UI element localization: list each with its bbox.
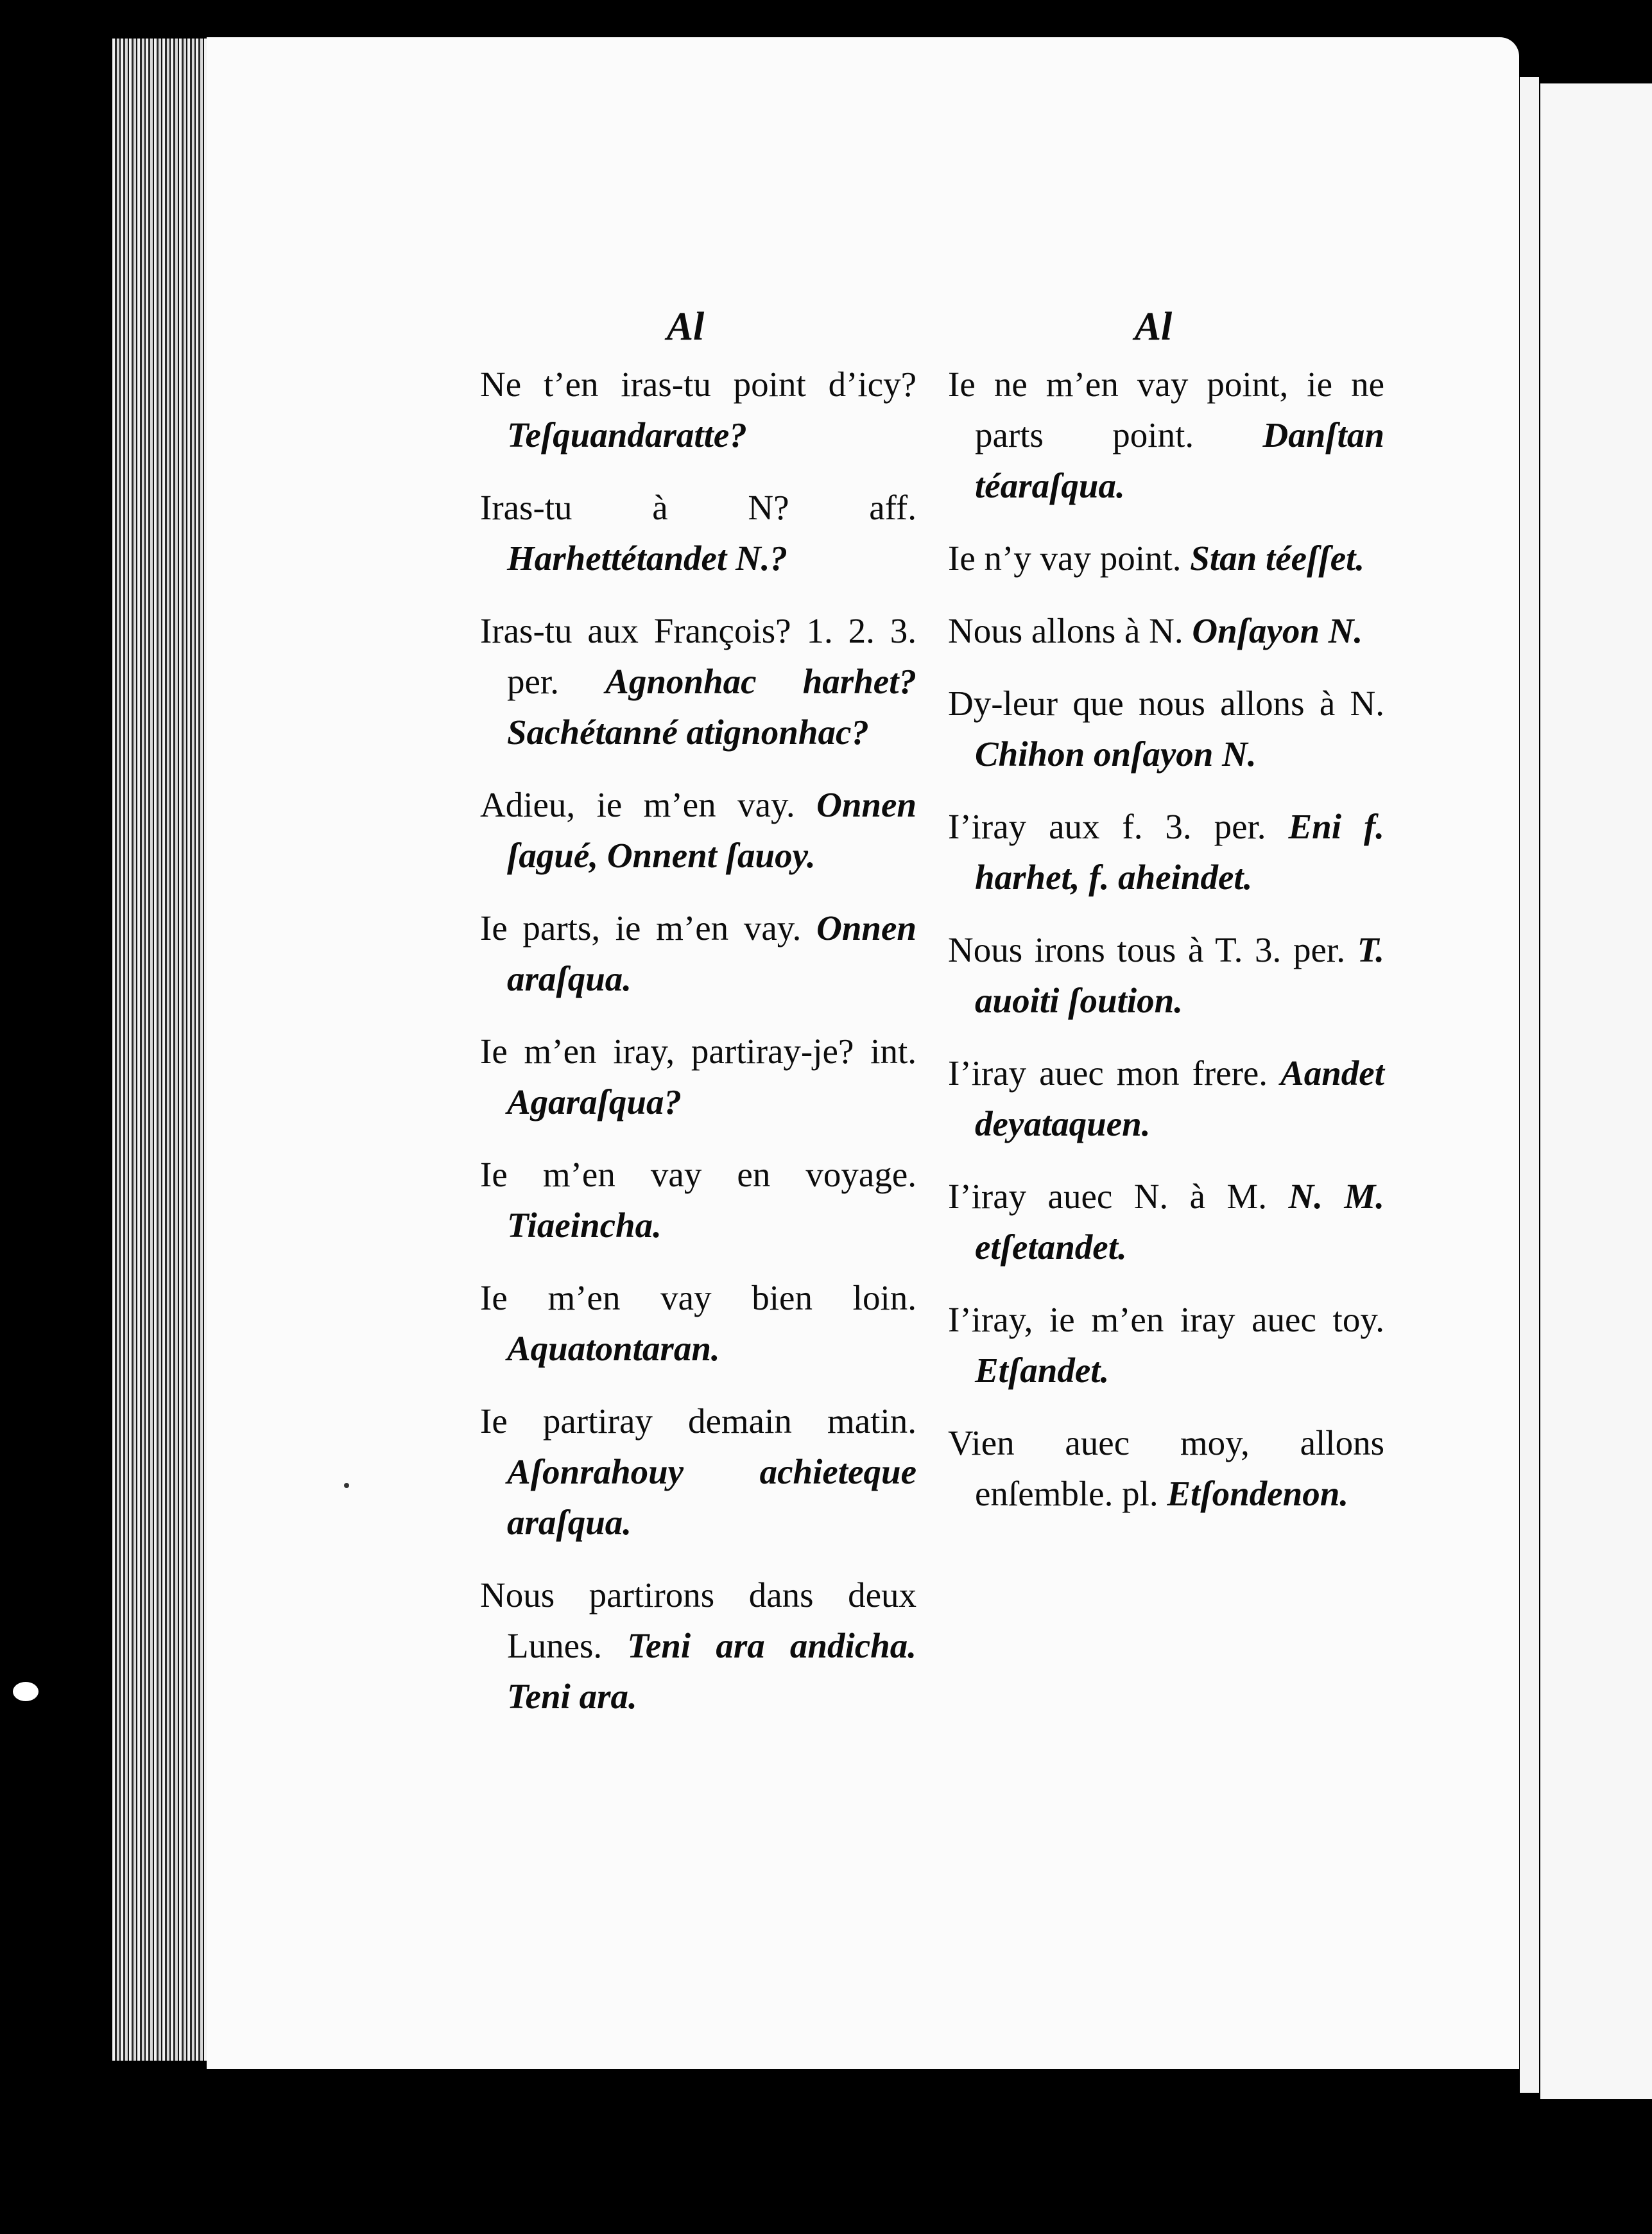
running-header-right: Al: [1134, 305, 1173, 349]
huron-translation: Onnen ſagué, Onnent ſauoy.: [507, 785, 917, 875]
huron-translation: N. M. etſetandet.: [975, 1177, 1385, 1267]
huron-translation: Teni ara andicha. Teni ara.: [507, 1626, 916, 1716]
french-phrase: Ie m’en vay bien loin.: [480, 1278, 916, 1317]
french-phrase: Ne t’en iras-tu point d’icy?: [480, 365, 916, 404]
huron-translation: T. auoiti ſoution.: [975, 930, 1384, 1020]
dictionary-entry: [948, 1417, 1384, 1519]
huron-translation: Harhettétandet N.?: [507, 539, 787, 578]
page-gutter: [1520, 77, 1539, 2093]
dictionary-entry: [480, 1570, 916, 1722]
facing-page-edge: [1540, 83, 1652, 2099]
left-column: [480, 302, 916, 1744]
dictionary-entry: [480, 1396, 916, 1548]
huron-translation: Etſandet.: [975, 1351, 1110, 1390]
huron-translation: Eni f. harhet, f. aheindet.: [975, 807, 1385, 897]
huron-translation: Danſtan téaraſqua.: [975, 415, 1384, 505]
dictionary-entry: [948, 1171, 1384, 1272]
french-phrase: I’iray auec mon frere.: [948, 1053, 1268, 1093]
french-phrase: Ie partiray demain matin.: [480, 1401, 916, 1441]
dust-speck: [13, 1682, 39, 1701]
huron-translation: Etſondenon.: [1167, 1474, 1349, 1513]
dictionary-entry: [948, 1048, 1384, 1149]
huron-translation: Aſonrahouy achieteque araſqua.: [507, 1452, 916, 1542]
running-header-left: Al: [666, 305, 705, 349]
huron-translation: Agaraſqua?: [507, 1082, 682, 1121]
dictionary-entry: [480, 605, 916, 758]
french-phrase: I’iray auec N. à M.: [948, 1177, 1268, 1216]
huron-translation: Teſquandaratte?: [507, 415, 747, 455]
dictionary-entry: [480, 482, 916, 584]
french-phrase: Ie ne m’en vay point, ie ne parts point.: [948, 365, 1384, 455]
dictionary-entry: [948, 605, 1384, 656]
french-phrase: Vien auec moy, allons enſemble. pl.: [948, 1423, 1384, 1513]
french-phrase: I’iray, ie m’en iray auec toy.: [948, 1300, 1384, 1339]
dictionary-entry: [948, 1294, 1384, 1396]
french-phrase: Nous irons tous à T. 3. per.: [948, 930, 1345, 969]
huron-translation: Onnen araſqua.: [507, 908, 916, 998]
dictionary-entry: [948, 678, 1384, 779]
dust-speck: [344, 1483, 349, 1488]
huron-translation: Stan téeſſet.: [1190, 539, 1365, 578]
french-phrase: Iras-tu aux François? 1. 2. 3. per.: [480, 611, 916, 701]
dictionary-entry: [480, 1149, 916, 1251]
right-column: [948, 302, 1384, 1541]
huron-translation: Aandet deyataquen.: [975, 1053, 1384, 1143]
french-phrase: Nous allons à N.: [948, 611, 1183, 650]
huron-translation: Aquatontaran.: [507, 1329, 720, 1368]
huron-translation: Onſayon N.: [1192, 611, 1363, 650]
french-phrase: Dy-leur que nous allons à N.: [948, 684, 1384, 723]
french-phrase: Adieu, ie m’en vay.: [480, 785, 795, 824]
dictionary-entry: [948, 359, 1384, 511]
dictionary-entry: [948, 924, 1384, 1026]
french-phrase: Ie parts, ie m’en vay.: [480, 908, 802, 948]
french-phrase: Ie n’y vay point.: [948, 539, 1182, 578]
dictionary-entry: [480, 779, 916, 881]
french-phrase: I’iray aux f. 3. per.: [948, 807, 1266, 846]
huron-translation: Chihon onſayon N.: [975, 734, 1257, 774]
french-phrase: Iras-tu à N? aff.: [480, 488, 916, 527]
dictionary-entry: [948, 533, 1384, 584]
dictionary-entry: [480, 903, 916, 1004]
french-phrase: Nous partirons dans deux Lunes.: [480, 1575, 916, 1665]
dictionary-entry: [480, 1272, 916, 1374]
huron-translation: Tiaeincha.: [507, 1206, 662, 1245]
page-edges: [112, 39, 209, 2061]
french-phrase: Ie m’en vay en voyage.: [480, 1155, 916, 1194]
dictionary-entry: [480, 1026, 916, 1127]
french-phrase: Ie m’en iray, partiray-je? int.: [480, 1032, 916, 1071]
huron-translation: Agnonhac harhet? Sachétanné atignonhac?: [507, 662, 916, 752]
dictionary-entry: [480, 359, 916, 460]
dictionary-entry: [948, 801, 1384, 903]
